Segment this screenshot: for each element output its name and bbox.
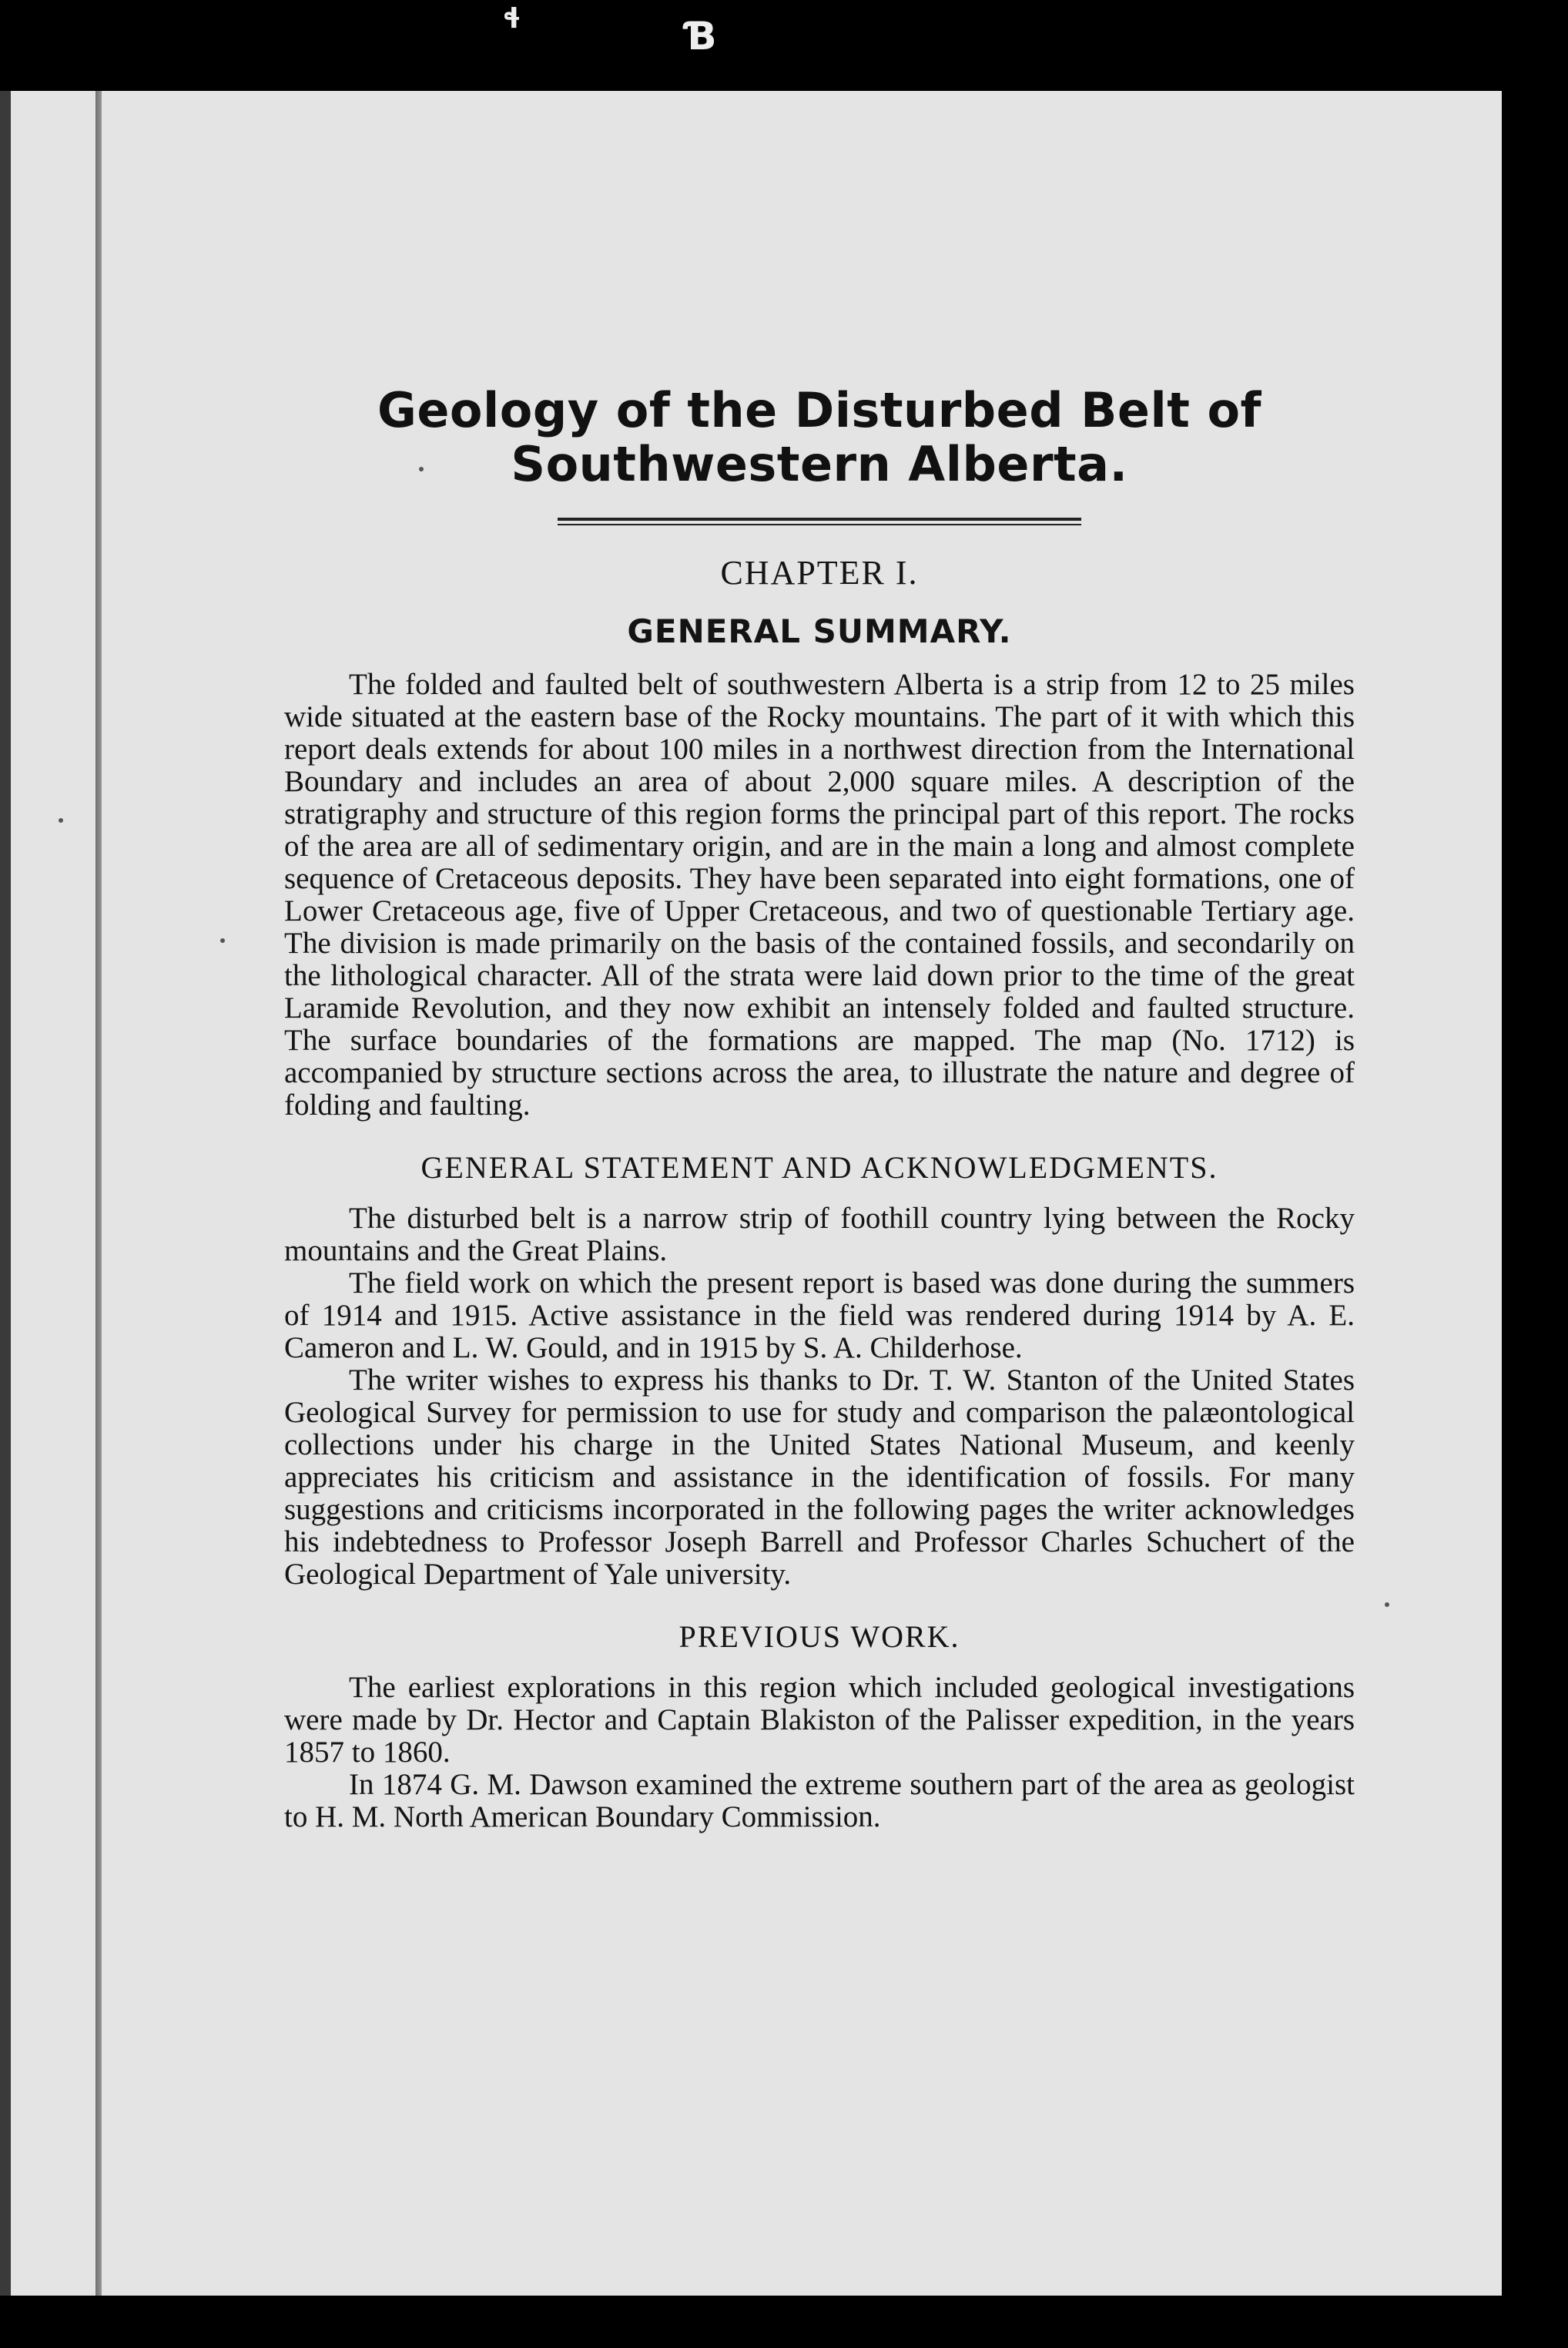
speck bbox=[59, 818, 63, 823]
general-statement-paragraph-1: The disturbed belt is a narrow strip of foothill country lying between the Rocky mountains and the Great Plains. bbox=[284, 1202, 1355, 1267]
chapter-heading: CHAPTER I. bbox=[720, 554, 919, 592]
previous-work-paragraph-2: In 1874 G. M. Dawson examined the extreme southern part of the area as geologist to H. M. North American Boundary Commission. bbox=[284, 1768, 1355, 1833]
film-mark-right: Ɓ bbox=[685, 14, 717, 59]
document-page bbox=[0, 91, 1502, 2296]
general-summary-heading: GENERAL SUMMARY. bbox=[627, 612, 1012, 650]
previous-work-paragraph-1: The earliest explorations in this region which included geological investigations were made by Dr. Hector and Captain Blakiston of the Palisser expedition, in the years 1857 to 1860. bbox=[284, 1671, 1355, 1769]
page-content bbox=[284, 384, 1355, 1833]
general-statement-heading: GENERAL STATEMENT AND ACKNOWLEDGMENTS. bbox=[420, 1150, 1218, 1185]
speck bbox=[1385, 1602, 1389, 1607]
film-mark-left: ɬ bbox=[502, 3, 521, 35]
general-summary-paragraph: The folded and faulted belt of southwestern Alberta is a strip from 12 to 25 miles wide situated at the eastern base of the Rocky mountains. The part of it with which this report deals extends for about 100 miles in a northwest direction from the International Boundary and includes an area of about 2,000 square miles. A description of the stratigraphy and structure of this region forms the principal part of this report. The rocks of the area are all of sedimentary origin, and are in the main a long and almost complete sequence of Cretaceous deposits. They have been separated into eight formations, one of Lower Cretaceous age, five of Upper Cretaceous, and two of questionable Tertiary age. The division is made primarily on the basis of the contained fossils, and secondarily on the lithological character. All of the strata were laid down prior to the time of the great Laramide Revolution, and they now exhibit an intensely folded and faulted structure. The surface boundaries of the formations are mapped. The map (No. 1712) is accompanied by structure sections across the area, to illustrate the nature and degree of folding and faulting. bbox=[284, 668, 1355, 1122]
title-line-2: Southwestern Alberta. bbox=[511, 436, 1128, 492]
speck bbox=[220, 938, 225, 943]
double-rule bbox=[558, 518, 1081, 525]
title-line-1: Geology of the Disturbed Belt of bbox=[377, 382, 1262, 438]
page-title bbox=[284, 384, 1355, 491]
previous-work-heading: PREVIOUS WORK. bbox=[678, 1619, 960, 1654]
general-statement-paragraph-2: The field work on which the present report is based was done during the summers of 1914 and 1915. Active assistance in the field was rendered during 1914 by A. E. Cameron and L. W. Gould, and in 1915 by S. A. Childerhose. bbox=[284, 1266, 1355, 1364]
general-statement-paragraph-3: The writer wishes to express his thanks to Dr. T. W. Stanton of the United States Geological Survey for permission to use for study and comparison the palæontological collections under his charge in the United States National Museum, and keenly appreciates his criticism and assistance in the identification of fossils. For many suggestions and criticisms incorporated in the following pages the writer acknowledges his indebtedness to Professor Joseph Barrell and Professor Charles Schuchert of the Geological Department of Yale university. bbox=[284, 1364, 1355, 1591]
